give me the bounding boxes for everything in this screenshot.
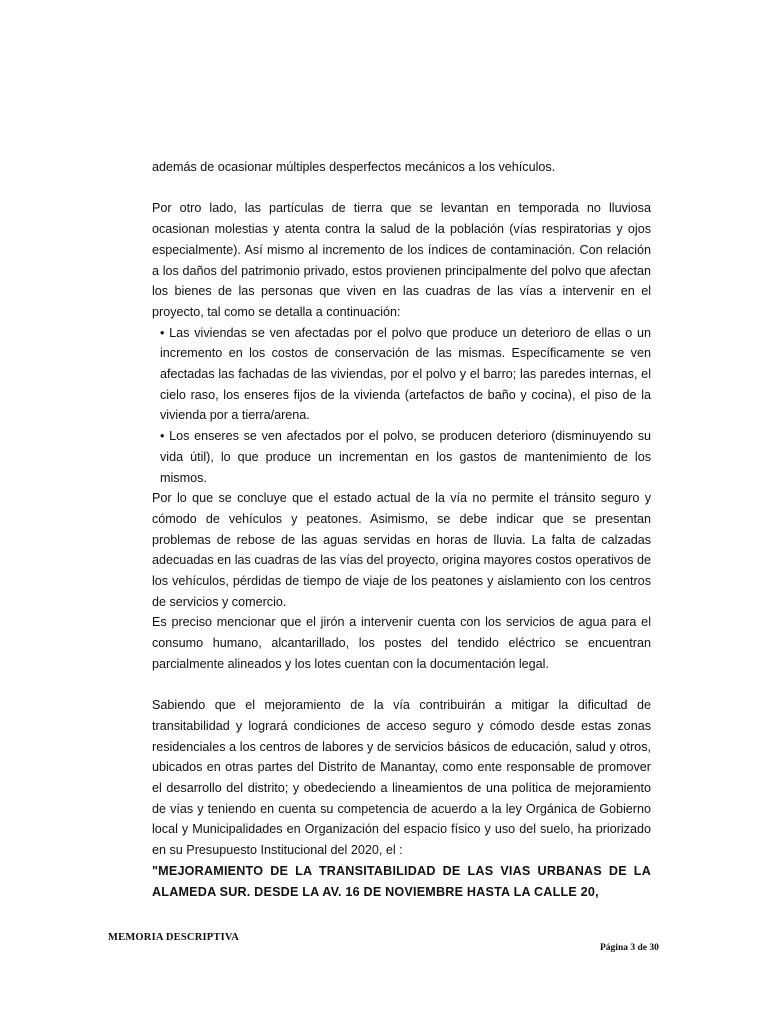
paragraph: Por lo que se concluye que el estado actual de la vía no permite el tránsito seguro y cómodo de vehículos y peatones. Asimismo, se debe indicar que se presentan problemas de rebose de las aguas servidas en horas de lluvia. La falta de calzadas adecuadas en las cuadras de las vías del proyecto, origina mayores costos operativos de los vehículos, pérdidas de tiempo de viaje de los peatones y aislamiento con los centros de servicios y comercio. [152,491,651,609]
bullet-item: • Las viviendas se ven afectadas por el polvo que produce un deterioro de ellas o un incremento en los costos de conservación de las mismas. Específicamente se ven afectadas las fachadas de las viviendas, por el polvo y el barro; las paredes internas, el cielo raso, los enseres fijos de la vivienda (artefactos de baño y cocina), el piso de la vivienda por a tierra/arena. [160,325,651,423]
paragraph: Sabiendo que el mejoramiento de la vía contribuirán a mitigar la dificultad de transitabilidad y logrará condiciones de acceso seguro y cómodo desde estas zonas residenciales a los centros de labores y de servicios básicos de educación, salud y otros, ubicados en otras partes del Distrito de Manantay, como ente responsable de promover el desarrollo del distrito; y obedeciendo a lineamientos de una política de mejoramiento de vías y teniendo en cuenta su competencia de acuerdo a la ley Orgánica de Gobierno local y Municipalidades en Organización del espacio físico y uso del suelo, ha priorizado en su Presupuesto Institucional del 2020, el : [152,698,651,858]
page-number: Página 3 de 30 [600,943,659,953]
paragraph: Es preciso mencionar que el jirón a intervenir cuenta con los servicios de agua para el consumo humano, alcantarillado, los postes del tendido eléctrico se encuentran parcialmente alineados y los lotes cuentan con la documentación legal. [152,615,651,671]
footer-title: MEMORIA DESCRIPTIVA [108,932,240,943]
paragraph: Por otro lado, las partículas de tierra que se levantan en temporada no lluviosa ocasionan molestias y atenta contra la salud de la población (vías respiratorias y ojos especialmente). Así mismo al incremento de los índices de contaminación. Con relación a los daños del patrimonio privado, estos provienen principalmente del polvo que afectan los bienes de las personas que viven en las cuadras de las vías a intervenir en el proyecto, tal como se detalla a continuación: [152,201,651,319]
document-body [152,157,651,902]
bullet-item: • Los enseres se ven afectados por el polvo, se producen deterioro (disminuyendo su vida útil), lo que produce un incrementan en los gastos de mantenimiento de los mismos. [160,429,651,485]
paragraph: además de ocasionar múltiples desperfectos mecánicos a los vehículos. [152,160,556,174]
project-title: "MEJORAMIENTO DE LA TRANSITABILIDAD DE LAS VIAS URBANAS DE LA ALAMEDA SUR. DESDE LA AV. 16 DE NOVIEMBRE HASTA LA CALLE 20, [152,863,651,899]
